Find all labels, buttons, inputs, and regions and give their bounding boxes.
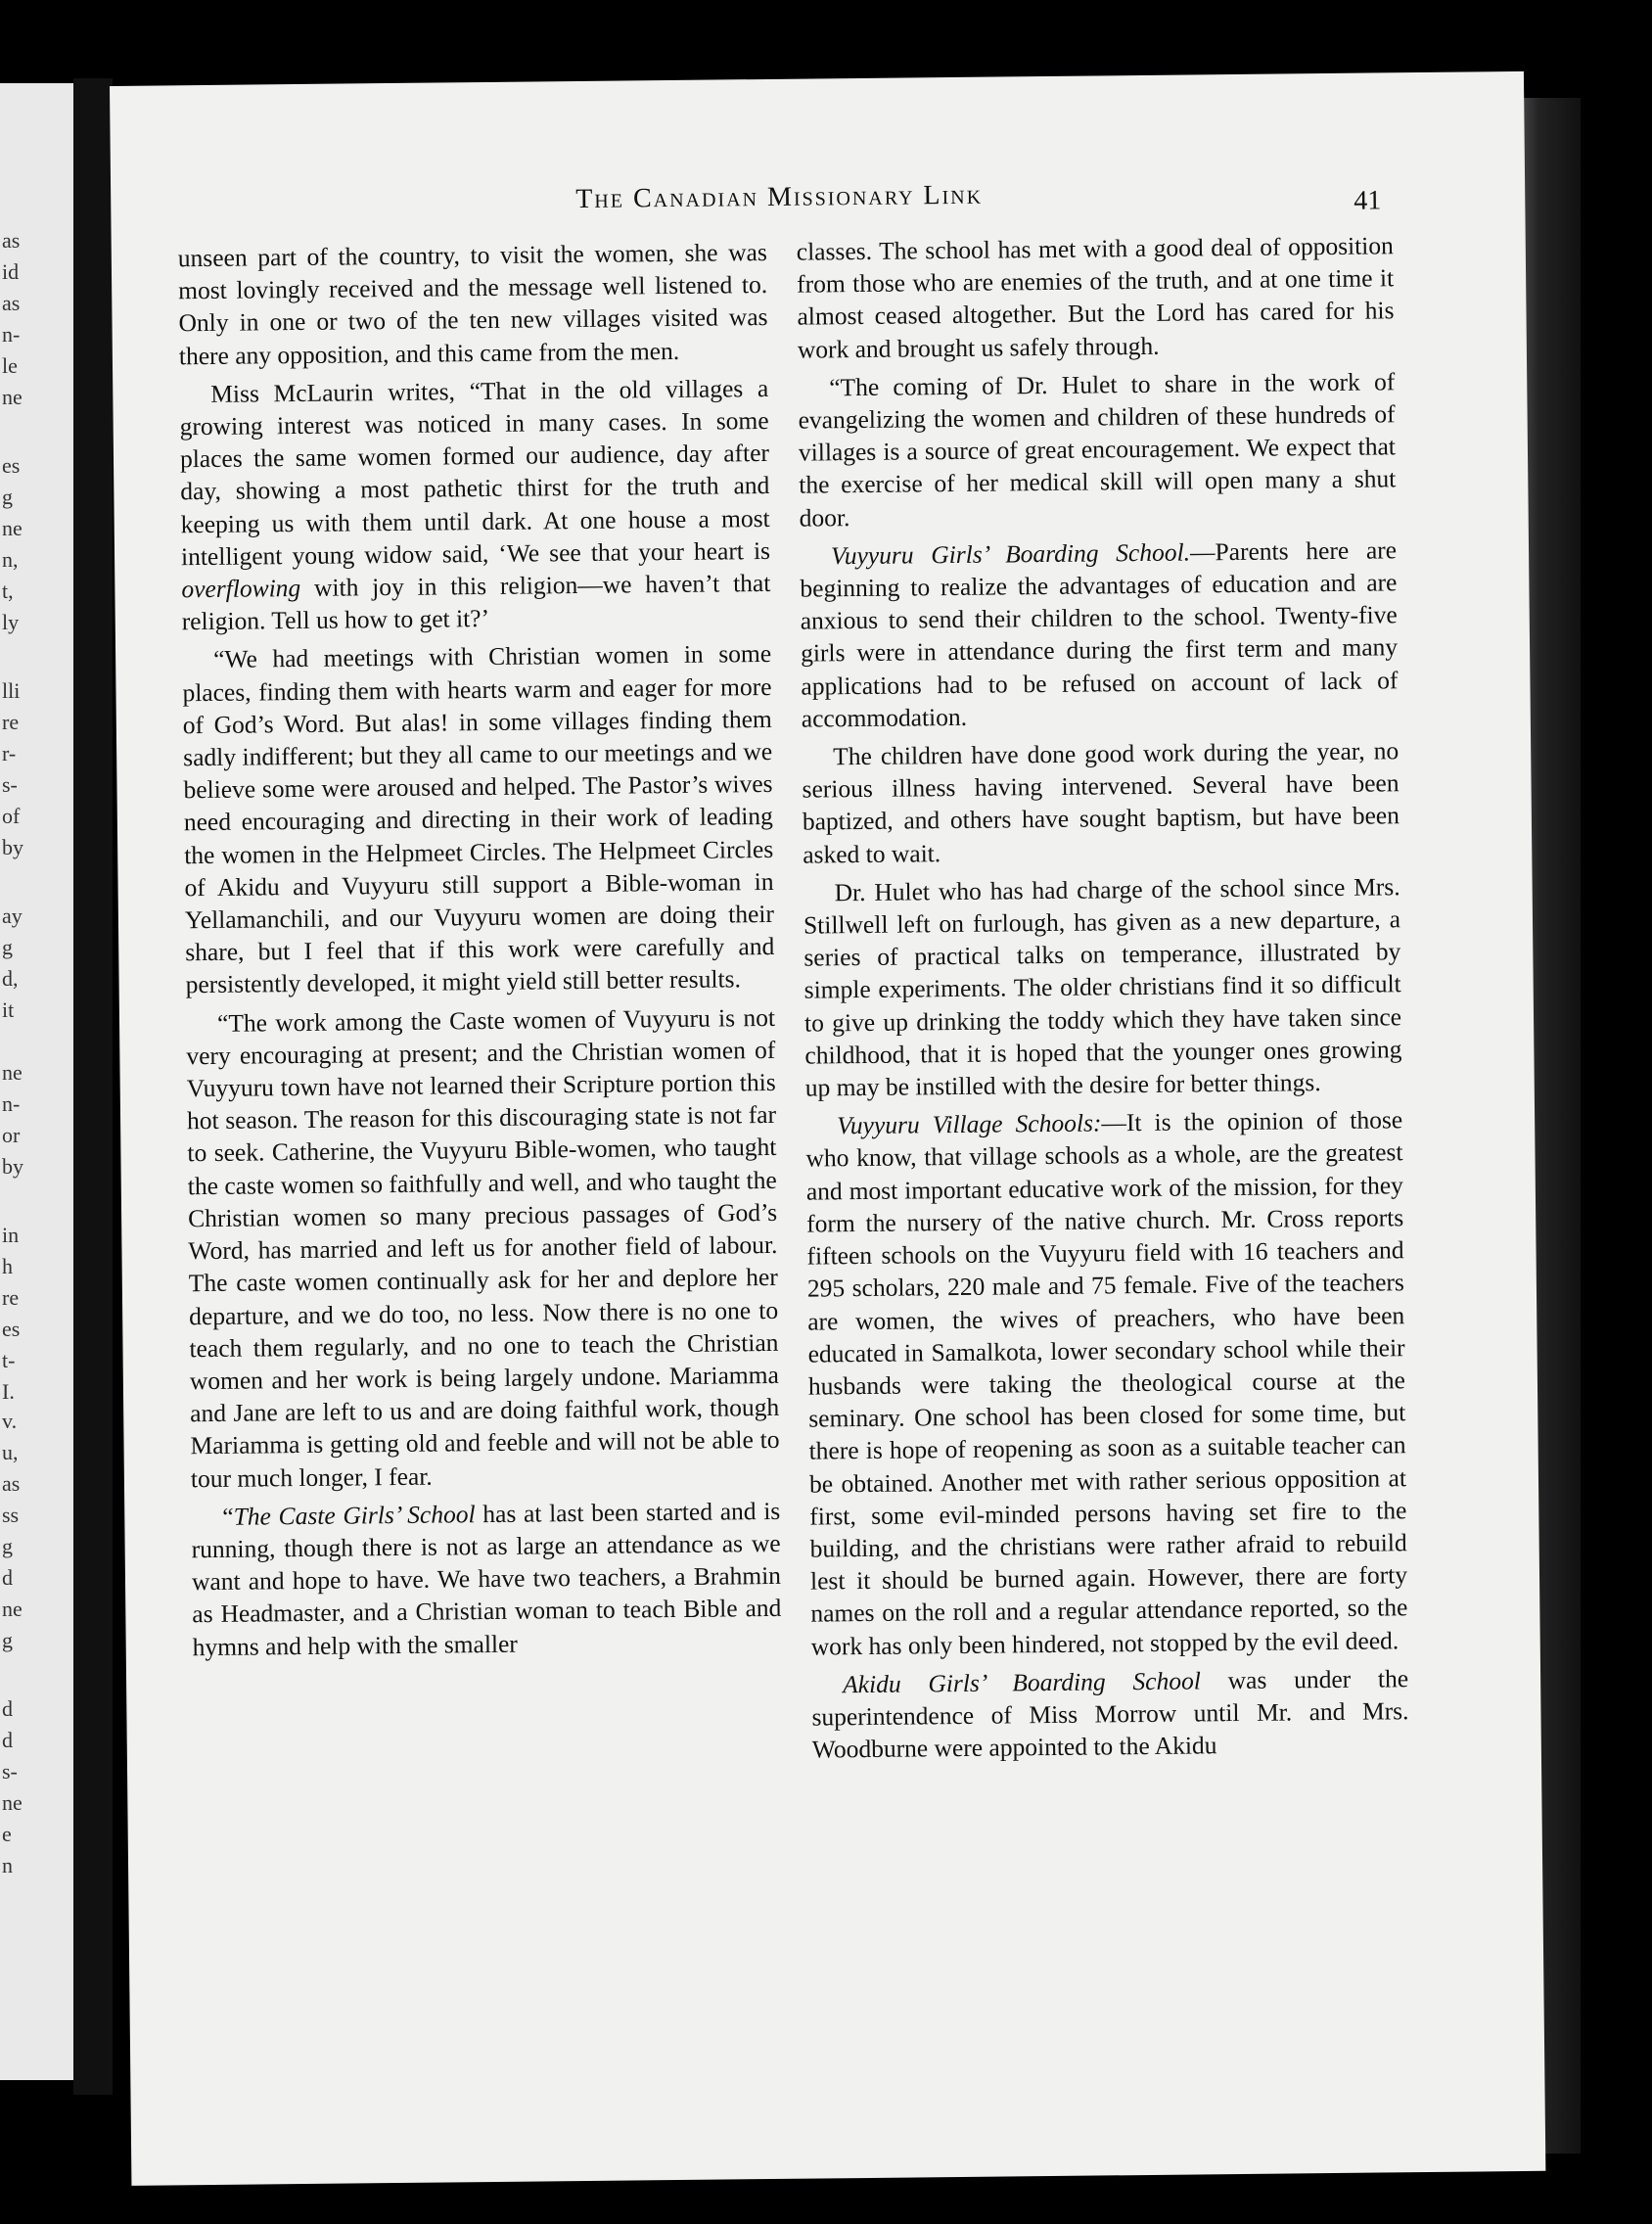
facing-page-text-fragment: g <box>2 1534 13 1558</box>
facing-page-text-fragment: h <box>2 1254 13 1278</box>
italic-text: overflowing <box>181 574 301 604</box>
text-run: was under the superintendence of Miss Morrow until Mr. and Mrs. Woodburne were appointed to the Akidu <box>811 1663 1409 1764</box>
paragraph-q1: classes. The school has met with a good deal of opposition from those who are enemies of the truth, and at one time it almost ceased altogether. But the Lord has cared for his work and brought us safely through. <box>796 231 1395 364</box>
facing-page-text-fragment: d <box>2 1696 13 1721</box>
paragraph-p3: “We had meetings with Christian women in some places, finding them with hearts warm and eager for more of God’s Word. But alas! in some villages finding them sadly indifferent; but they all came to our meetings and we believe some were aroused and helped. The Pastor’s wives need encouraging and directing in their work of leading the women in the Helpmeet Circles. The Helpmeet Circles of Akidu and Vuyyuru still support a Bible-woman in Yellamanchili, and our Vuyyuru women are doing their share, but I feel that if this work were carefully and persistently developed, it might yield still better results. <box>182 639 775 999</box>
facing-page-edge <box>0 83 73 2080</box>
italic-text: The Caste Girls’ School <box>233 1499 476 1531</box>
text-run: —Parents here are beginning to realize the advantages of education and are anxious to send their children to the school. Twenty-five girls were in attendance during the first term and many applications had to be refused on account of lack of accommodation. <box>800 535 1399 733</box>
facing-page-text-fragment: g <box>2 1628 13 1652</box>
paragraph-p4: “The work among the Caste women of Vuyyuru is not very encouraging at present; and the Christian women of Vuyyuru town have not learned their Scripture portion this hot season. The reason for this discouraging state is not far to seek. Catherine, the Vuyyuru Bible-women, who taught the caste women so faithfully and well, and who taught the Christian women so many precious passages of God’s Word, has married and left us for another field of labour. The caste women continually ask for her and deplore her departure, and we do too, no less. Now there is no one to teach them regularly, and no one to teach the Christian women and her work is being largely undone. Mariamma and Jane are left to us and are doing faithful work, though Mariamma is getting old and feeble and will not be able to tour much longer, I fear. <box>186 1002 780 1493</box>
facing-page-text-fragment: le <box>2 353 18 378</box>
page-header <box>111 174 1525 228</box>
book-gutter <box>73 78 113 2095</box>
facing-page-text-fragment: t, <box>2 579 14 603</box>
facing-page-text-fragment: ss <box>2 1503 20 1527</box>
facing-page-text-fragment: re <box>2 1285 20 1310</box>
facing-page-text-fragment: s- <box>2 772 18 797</box>
facing-page-text-fragment: lli <box>2 678 21 703</box>
facing-page-text-fragment: I. <box>2 1379 15 1404</box>
facing-page-text-fragment: id <box>2 259 20 284</box>
italic-text: Akidu Girls’ Boarding School <box>842 1666 1202 1698</box>
paragraph-q5: Dr. Hulet who has had charge of the school since Mrs. Stillwell left on furlough, has given as a new departure, a series of practical talks on temperance, illustrated by simple experiments. The older christians find it so difficult to give up drinking the toddy which they have taken since childhood, that it is hoped that the younger ones growing up may be instilled with the desire for better things. <box>803 872 1402 1102</box>
text-run: “ <box>222 1502 234 1531</box>
paragraph-q6 <box>805 1104 1408 1663</box>
facing-page-text-fragment: ne <box>2 1060 23 1085</box>
facing-page-text-fragment: as <box>2 291 21 315</box>
paragraph-p1: unseen part of the country, to visit the women, she was most lovingly received and the message well listened to. Only in one or two of the ten new villages visited was there any opposition, and this came from the men. <box>177 237 768 370</box>
facing-page-text-fragment: es <box>2 1317 21 1341</box>
facing-page-text-fragment: in <box>2 1223 20 1247</box>
facing-page-text-fragment: u, <box>2 1440 19 1464</box>
italic-text: Vuyyuru Girls’ Boarding School. <box>830 537 1191 571</box>
paragraph-q4: The children have done good work during the year, no serious illness having intervened. Several have been baptized, and others have sought baptism, but have been asked to wait. <box>802 736 1400 869</box>
left-text-column <box>178 236 782 1669</box>
facing-page-text-fragment: by <box>2 835 23 859</box>
facing-page-text-fragment: r- <box>2 741 17 765</box>
right-text-column <box>797 229 1409 1772</box>
text-run: with joy in this religion—we haven’t that religion. Tell us how to get it?’ <box>181 568 771 636</box>
facing-page-text-fragment: d <box>2 1565 13 1590</box>
paragraph-q2: “The coming of Dr. Hulet to share in the work of evangelizing the women and children of these hundreds of villages is a source of great encouragement. We expect that the exercise of her medical skill will open many a shut door. <box>798 367 1397 533</box>
facing-page-text-fragment: or <box>2 1123 21 1147</box>
facing-page-text-fragment: ne <box>2 516 23 540</box>
paragraph-p5 <box>191 1495 782 1663</box>
italic-text: Vuyyuru Village Schools: <box>837 1108 1102 1140</box>
text-run: Miss McLaurin writes, “That in the old villages a growing interest was noticed in many cases. In some places the same women formed our audience, day after day, showing a most pathetic thirst for the truth and keeping us with them until dark. At one house a most intelligent young widow said, ‘We see that your heart is <box>179 373 771 572</box>
running-title: The Canadian Missionary Link <box>575 179 984 215</box>
facing-page-text-fragment: ne <box>2 385 23 409</box>
facing-page-text-fragment: by <box>2 1154 23 1179</box>
facing-page-text-fragment: n- <box>2 322 21 347</box>
facing-page-text-fragment: d <box>2 1728 13 1752</box>
book-page <box>110 71 1545 2186</box>
facing-page-text-fragment: n- <box>2 1091 21 1116</box>
facing-page-text-fragment: es <box>2 453 21 478</box>
paragraph-q7 <box>811 1662 1409 1766</box>
facing-page-text-fragment: t- <box>2 1348 16 1372</box>
facing-page-text-fragment: ay <box>2 904 23 928</box>
page-number: 41 <box>1354 185 1382 216</box>
facing-page-text-fragment: n <box>2 1853 13 1877</box>
facing-page-text-fragment: g <box>2 935 13 959</box>
text-run: —It is the opinion of those who know, that village schools as a whole, are the greatest and most important educative work of the mission, for they form the nursery of the native church. Mr. Cross reports fifteen schools on the Vuyyuru field with 16 teachers and 295 scholars, 220 male and 75 female. Five of the teachers are women, the wives of preachers, who have been educated in Samalkota, lower secondary school while their husbands were taking the theological course at the seminary. One school has been closed for some time, but there is hope of reopening as soon as a suitable teacher can be obtained. Another met with rather serious opposition at first, some evil-minded persons having set fire to the building, and the christians were rather afraid to rebuild lest it should be burned again. However, there are forty names on the roll and a regular attendance reported, so the work has only been hindered, not stopped by the evil deed. <box>805 1105 1408 1661</box>
facing-page-text-fragment: g <box>2 485 13 509</box>
facing-page-text-fragment: v. <box>2 1409 18 1433</box>
text-run: has at last been started and is running, though there is not as large an attendance as we want and hope to have. We have two teachers, a Brahmin as Headmaster, and a Christian woman to teach Bible and hymns and help with the smaller <box>191 1496 782 1661</box>
facing-page-text-fragment: ne <box>2 1790 23 1815</box>
facing-page-text-fragment: ly <box>2 610 20 634</box>
facing-page-text-fragment: re <box>2 710 20 734</box>
facing-page-text-fragment: as <box>2 1471 21 1496</box>
paragraph-q3 <box>800 533 1399 735</box>
paragraph-p2 <box>179 372 771 638</box>
facing-page-text-fragment: n, <box>2 547 19 572</box>
facing-page-text-fragment: of <box>2 804 21 828</box>
facing-page-text-fragment: s- <box>2 1759 18 1784</box>
facing-page-text-fragment: e <box>2 1822 12 1846</box>
facing-page-text-fragment: it <box>2 997 15 1022</box>
facing-page-text-fragment: as <box>2 228 21 253</box>
facing-page-text-fragment: d, <box>2 966 19 991</box>
facing-page-text-fragment: ne <box>2 1597 23 1621</box>
